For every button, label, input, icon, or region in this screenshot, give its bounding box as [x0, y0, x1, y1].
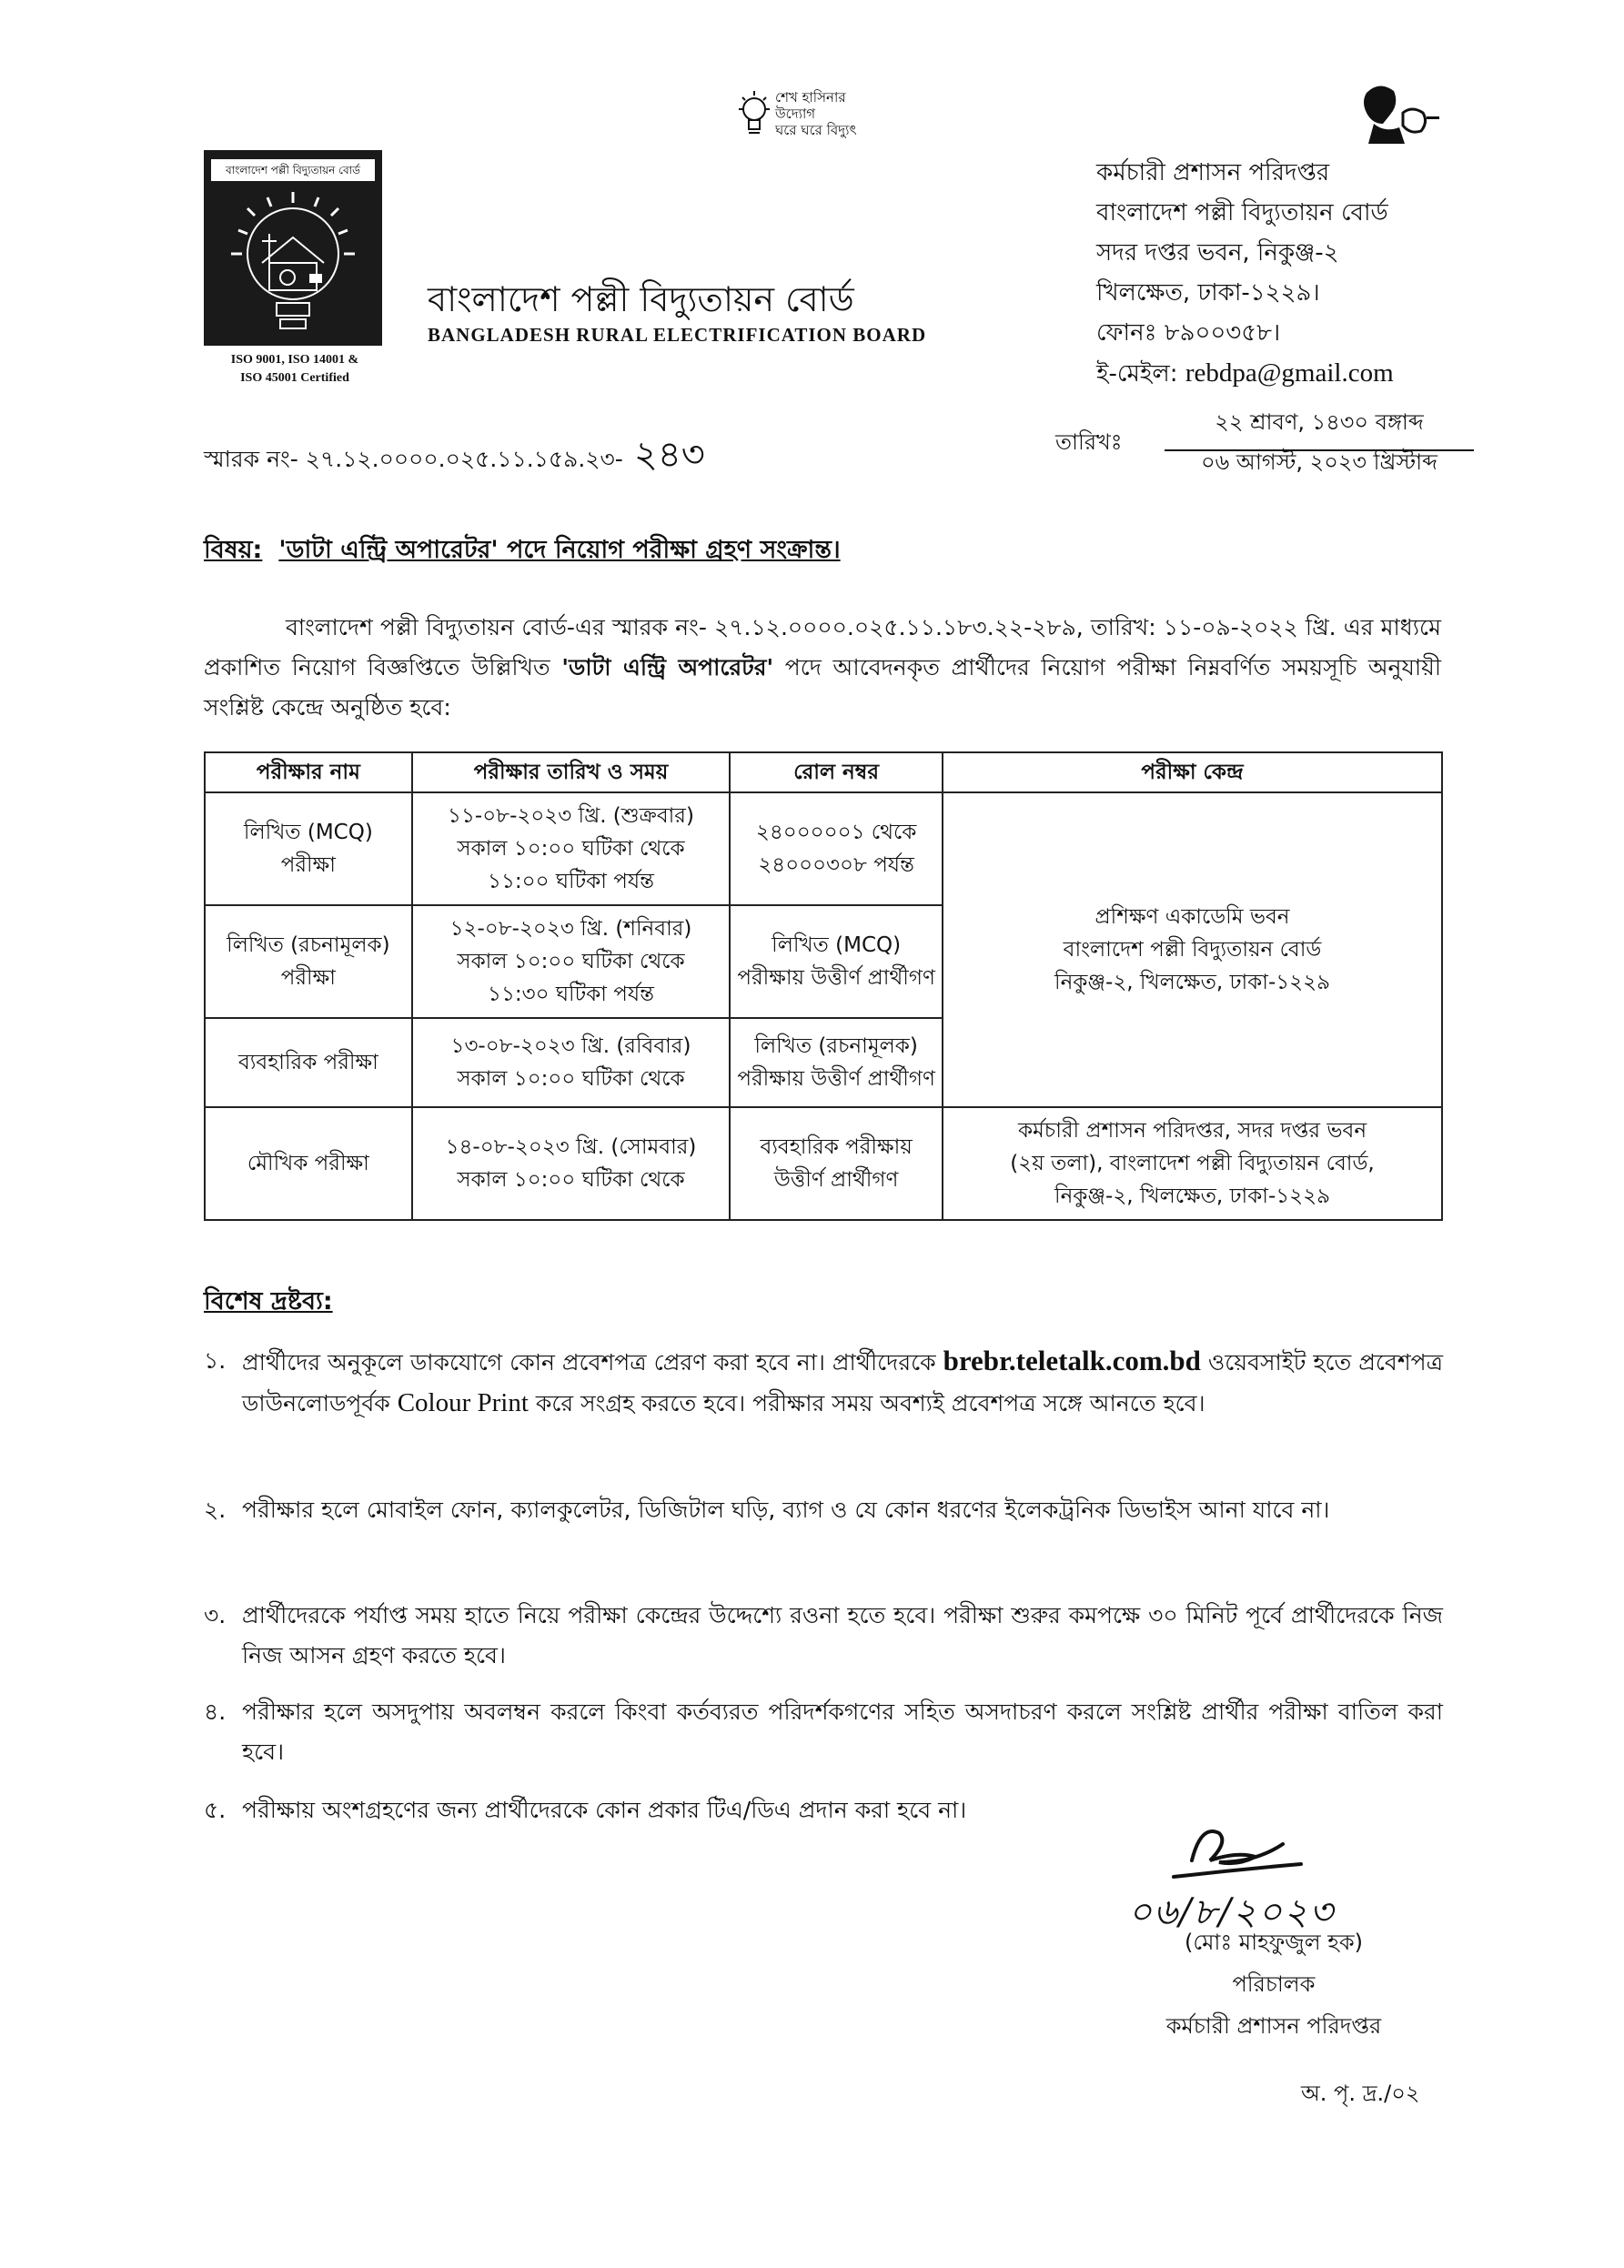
date-line: ১৪-০৮-২০২৩ খ্রি. (সোমবার) [445, 1135, 697, 1159]
campaign-line-1: শেখ হাসিনার [775, 89, 846, 106]
time-line: সকাল ১০:০০ ঘটিকা থেকে [457, 837, 685, 861]
time-line: সকাল ১০:০০ ঘটিকা থেকে [457, 1168, 685, 1192]
cell-date-time [412, 1107, 731, 1220]
roll-line: লিখিত (রচনামূলক) [754, 1034, 918, 1058]
address-email-line [1096, 353, 1394, 394]
address-line-2: বাংলাদেশ পল্লী বিদ্যুতায়ন বোর্ড [1096, 199, 1388, 227]
exam-name-line: লিখিত (MCQ) [243, 821, 373, 844]
center-line: কর্মচারী প্রশাসন পরিদপ্তর, সদর দপ্তর ভবন [1017, 1119, 1367, 1143]
center-line: নিকুঞ্জ-২, খিলক্ষেত, ঢাকা-১২২৯ [1054, 1184, 1330, 1208]
center-line: নিকুঞ্জ-২, খিলক্ষেত, ঢাকা-১২২৯ [1054, 971, 1330, 994]
note-number: ২. [204, 1497, 227, 1523]
note-text: প্রার্থীদের অনুকূলে ডাকযোগে কোন প্রবেশপত্র প্রেরণ করা হবে না। প্রার্থীদেরকে [242, 1349, 943, 1376]
iso-line-2: ISO 45001 Certified [240, 371, 349, 385]
note-number: ৪. [204, 1698, 227, 1725]
office-address [1096, 153, 1394, 394]
signatory-office: কর্মচারী প্রশাসন পরিদপ্তর [1165, 2013, 1382, 2039]
note-item-2 [204, 1490, 1443, 1530]
colour-print-text: Colour Print [397, 1388, 529, 1417]
exam-name-line: ব্যবহারিক পরীক্ষা [237, 1051, 378, 1074]
time-line: ১১:০০ ঘটিকা পর্যন্ত [488, 870, 654, 893]
intro-part-1: বাংলাদেশ পল্লী বিদ্যুতায়ন বোর্ড-এর স্মারক নং- ২৭.১২.০০০০.০২৫.১১.১৮৩.২২-২৮৯, তারিখ: ১১-০৯-২০২২ খ্রি. এর মাধ্যমে প্রকাশিত নিয়োগ বিজ্ঞপ্তিতে উল্লিখিত [204, 614, 1441, 680]
signatory-designation: পরিচালক [1232, 1971, 1316, 1997]
note-number: ১. [204, 1347, 227, 1374]
cell-exam-name [205, 1018, 412, 1107]
cell-roll [730, 1107, 943, 1220]
time-line: সকাল ১০:০০ ঘটিকা থেকে [457, 950, 685, 973]
center-line: (২য় তলা), বাংলাদেশ পল্লী বিদ্যুতায়ন বোর্ড, [1010, 1152, 1375, 1175]
subject-line [204, 531, 841, 572]
subject-label: বিষয়: [204, 536, 263, 564]
subject-text: 'ডাটা এন্ট্রি অপারেটর' পদে নিয়োগ পরীক্ষা গ্রহণ সংক্রান্ত। [278, 536, 841, 564]
note-body: প্রার্থীদেরকে পর্যাপ্ত সময় হাতে নিয়ে পরীক্ষা কেন্দ্রের উদ্দেশ্যে রওনা হতে হবে। পরীক্ষা শুরুর কমপক্ষে ৩০ মিনিট পূর্বে প্রার্থীদেরকে নিজ নিজ আসন গ্রহণ করতে হবে। [242, 1602, 1443, 1668]
time-line: ১১:৩০ ঘটিকা পর্যন্ত [488, 983, 654, 1006]
note-body: পরীক্ষায় অংশগ্রহণের জন্য প্রার্থীদেরকে কোন প্রকার টিএ/ডিএ প্রদান করা হবে না। [242, 1797, 967, 1823]
reb-logo [204, 150, 382, 346]
roll-line: ২৪০০০৩০৮ পর্যন্ত [758, 853, 914, 877]
campaign-logo [735, 84, 899, 147]
campaign-line-2: উদ্যোগ [775, 106, 816, 122]
cell-roll [730, 1018, 943, 1107]
header-exam-name: পরীক্ষার নাম [205, 752, 412, 792]
note-text: করে সংগ্রহ করতে হবে। পরীক্ষার সময় অবশ্যই প্রবেশপত্র সঙ্গে আনতে হবে। [528, 1390, 1205, 1416]
header-roll-number: রোল নম্বর [730, 752, 943, 792]
address-line-3: সদর দপ্তর ভবন, নিকুঞ্জ-২ [1096, 239, 1339, 267]
exam-name-line: লিখিত (রচনামূলক) [227, 933, 390, 957]
cell-roll [730, 792, 943, 905]
address-phone: ফোনঃ ৮৯০০৩৫৮। [1096, 319, 1281, 347]
memo-number [204, 426, 705, 487]
email-label: ই-মেইল: [1096, 360, 1185, 388]
notes-title: বিশেষ দ্রষ্টব্য: [204, 1287, 333, 1315]
table-header-row [205, 752, 1442, 792]
address-line-4: খিলক্ষেত, ঢাকা-১২২৯। [1096, 279, 1320, 307]
exam-schedule-table [204, 751, 1443, 1221]
roll-line: ব্যবহারিক পরীক্ষায় [760, 1135, 913, 1159]
signature-date: ০৬/৮/২০২৩ [1128, 1891, 1335, 1933]
roll-line: ২৪০০০০০১ থেকে [755, 821, 917, 844]
time-line: সকাল ১০:০০ ঘটিকা থেকে [457, 1067, 685, 1091]
header-exam-date-time: পরীক্ষার তারিখ ও সময় [412, 752, 731, 792]
campaign-text [775, 89, 857, 138]
bulb-house-emblem-icon [222, 186, 364, 338]
signatory-name: (মোঃ মাহফুজুল হক) [1185, 1930, 1363, 1955]
exam-name-line: মৌখিক পরীক্ষা [247, 1152, 369, 1175]
intro-post-name: 'ডাটা এন্ট্রি অপারেটর' [561, 654, 774, 680]
cell-roll [730, 905, 943, 1018]
date-bangla: ২২ শ্রাবণ, ১৪৩০ বঙ্গাব্দ [1165, 406, 1474, 451]
signature [1155, 1797, 1310, 1897]
roll-line: পরীক্ষায় উত্তীর্ণ প্রার্থীগণ [737, 966, 935, 990]
email-address: rebdpa@gmail.com [1185, 358, 1394, 388]
note-text: ওয়েবসাইট হতে প্রবেশপত্র ডাউনলোডপূর্বক [242, 1349, 1443, 1416]
center-line: বাংলাদেশ পল্লী বিদ্যুতায়ন বোর্ড [1063, 938, 1322, 962]
roll-line: উত্তীর্ণ প্রার্থীগণ [773, 1168, 899, 1192]
iso-line-1: ISO 9001, ISO 14001 & [230, 353, 359, 367]
table-row [205, 1107, 1442, 1220]
cell-exam-name [205, 792, 412, 905]
iso-certification [206, 351, 384, 388]
org-name-english: BANGLADESH RURAL ELECTRIFICATION BOARD [428, 324, 927, 346]
signatory-block [1110, 1921, 1437, 2047]
date-line: ১২-০৮-২০২৩ খ্রি. (শনিবার) [449, 917, 692, 941]
note-item-3 [204, 1596, 1443, 1676]
roll-line: পরীক্ষায় উত্তীর্ণ প্রার্থীগণ [737, 1067, 935, 1091]
page-continuation: অ. পৃ. দ্র./০২ [1301, 2081, 1420, 2106]
cell-date-time [412, 792, 731, 905]
cell-center [943, 1107, 1442, 1220]
cell-date-time [412, 905, 731, 1018]
cell-date-time [412, 1018, 731, 1107]
memo-label: স্মারক নং- ২৭.১২.০০০০.০২৫.১১.১৫৯.২৩- [204, 446, 623, 472]
date-label: তারিখঃ [1055, 429, 1123, 455]
header-exam-center: পরীক্ষা কেন্দ্র [943, 752, 1442, 792]
note-number: ৩. [204, 1602, 227, 1628]
exam-name-line: পরীক্ষা [280, 966, 336, 990]
memo-handwritten-number: ২৪৩ [633, 434, 705, 476]
mujib-centenary-logo [1356, 76, 1447, 149]
date-line: ১১-০৮-২০২৩ খ্রি. (শুক্রবার) [448, 804, 694, 828]
intro-paragraph [204, 608, 1441, 728]
date-line: ১৩-০৮-২০২৩ খ্রি. (রবিবার) [450, 1034, 691, 1058]
note-body: পরীক্ষার হলে মোবাইল ফোন, ক্যালকুলেটর, ডিজিটাল ঘড়ি, ব্যাগ ও যে কোন ধরণের ইলেকট্রনিক ডিভাইস আনা যাবে না। [242, 1497, 1330, 1523]
center-line: প্রশিক্ষণ একাডেমি ভবন [1094, 905, 1290, 929]
note-body: পরীক্ষার হলে অসদুপায় অবলম্বন করলে কিংবা কর্তব্যরত পরিদর্শকগণের সহিত অসদাচরণ করলে সংশ্লিষ্ট প্রার্থীর পরীক্ষা বাতিল করা হবে। [242, 1698, 1443, 1765]
date-english: ০৬ আগস্ট, ২০২৩ খ্রিস্টাব্দ [1201, 449, 1437, 475]
roll-line: লিখিত (MCQ) [772, 933, 902, 957]
bulb-icon [735, 87, 773, 142]
table-row [205, 792, 1442, 905]
cell-center [943, 792, 1442, 1107]
org-name-bangla: বাংলাদেশ পল্লী বিদ্যুতায়ন বোর্ড [428, 279, 854, 319]
address-line-1: কর্মচারী প্রশাসন পরিদপ্তর [1096, 159, 1330, 186]
exam-name-line: পরীক্ষা [280, 853, 336, 877]
campaign-line-3: ঘরে ঘরে বিদ্যুৎ [775, 122, 857, 138]
note-number: ৫. [204, 1797, 227, 1823]
note-item-1 [204, 1341, 1443, 1424]
note-item-4 [204, 1692, 1443, 1772]
note-body [242, 1341, 1443, 1424]
admit-card-website: brebr.teletalk.com.bd [943, 1345, 1201, 1376]
reb-logo-banner: বাংলাদেশ পল্লী বিদ্যুতায়ন বোর্ড [211, 159, 375, 181]
cell-exam-name [205, 1107, 412, 1220]
intro-part-2: পদে আবেদনকৃত প্রার্থীদের নিয়োগ পরীক্ষা নিম্নবর্ণিত সময়সূচি অনুযায়ী সংশ্লিষ্ট কেন্দ্রে অনুষ্ঠিত হবে: [204, 654, 1441, 721]
cell-exam-name [205, 905, 412, 1018]
